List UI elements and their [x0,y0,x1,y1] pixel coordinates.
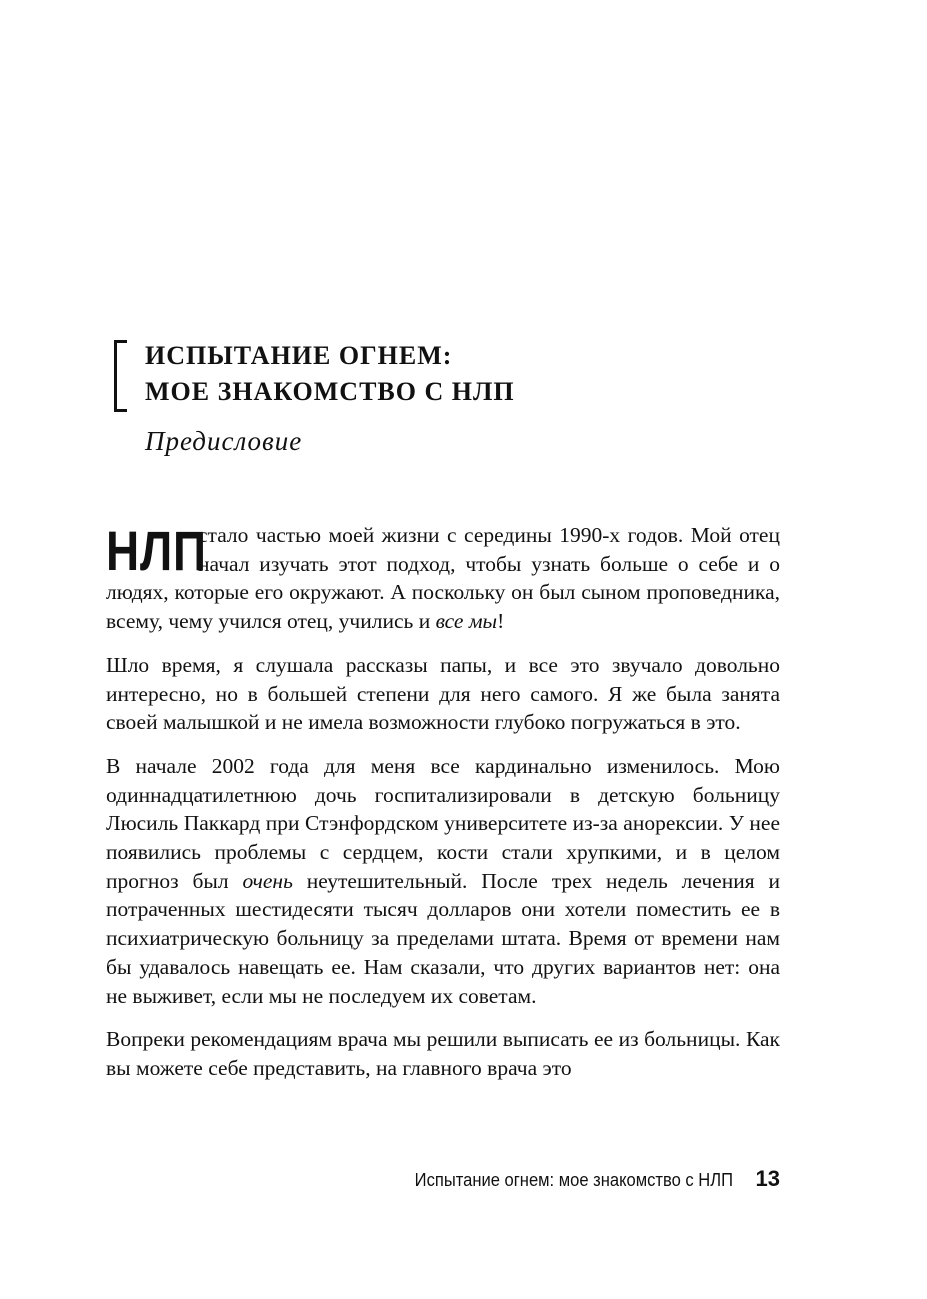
body-text [106,521,780,1083]
paragraph-1-text-a: стало частью моей жизни с середины 1990-х годов. Мой отец начал изучать этот подход, чтобы узнать больше о себе и о людях, которые его окружают. А поскольку он был сыном проповедника, всему, чему учился отец, учились и [106,523,780,634]
paragraph-3-emphasis: очень [242,868,293,893]
title-bracket [114,340,127,412]
paragraph-2: Шло время, я слушала рассказы папы, и все это звучало довольно интересно, но в большей степени для него самого. Я же была занята своей малышкой и не имела возможности глубоко погружаться в это. [106,652,780,735]
page-footer [400,1166,780,1196]
paragraph-1-emphasis: все мы [435,609,498,634]
paragraph-1 [106,521,780,636]
paragraph-3 [106,752,780,1010]
paragraph-3-text-a: В начале 2002 года для меня все кардинально изменилось. Мою одиннадцатилетнюю дочь госпитализировали в детскую больницу Люсиль Паккард при Стэнфордском университете из-за анорексии. У нее появились проблемы с сердцем, кости стали хрупкими, и в целом прогноз был [106,753,780,893]
chapter-title-line-2: МОЕ ЗНАКОМСТВО С НЛП [145,377,515,406]
chapter-title [145,338,515,410]
chapter-title-line-1: ИСПЫТАНИЕ ОГНЕМ: [145,341,453,370]
paragraph-1-text-b: ! [497,609,505,634]
chapter-subtitle: Предисловие [145,426,303,456]
paragraph-3-text-b: неутешительный. После трех недель лечения и потраченных шестидесяти тысяч долларов они хотели поместить ее в психиатрическую больницу за пределами штата. Время от времени нам бы удавалось навещать ее. Нам сказали, что других вариантов нет: она не выживет, если мы не последуем их советам. [106,868,780,1008]
paragraph-4: Вопреки рекомендациям врача мы решили выписать ее из больницы. Как вы можете себе представить, на главного врача это [106,1027,780,1080]
running-head: Испытание огнем: мое знакомство с НЛП [415,1170,734,1190]
drop-cap: НЛП [106,519,207,582]
page-number: 13 [755,1166,780,1191]
